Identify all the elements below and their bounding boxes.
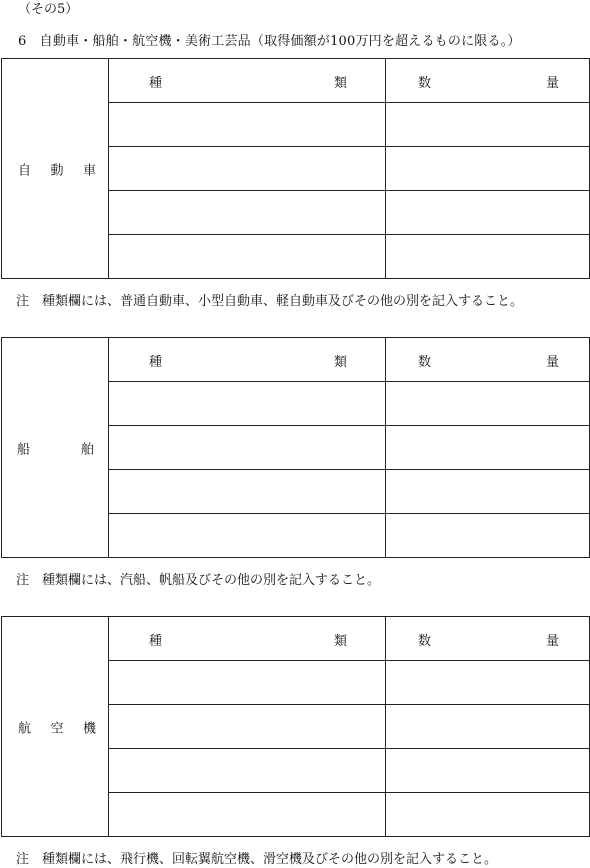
kind-header: 種 類 [109, 617, 386, 661]
category-label: 航 空 機 [18, 721, 96, 736]
kind-input-cell[interactable] [109, 705, 386, 749]
quantity-header: 数 量 [386, 59, 590, 103]
kind-header: 種 類 [109, 59, 386, 103]
category-cell-aircraft [2, 617, 109, 837]
quantity-input-cell[interactable] [386, 514, 590, 558]
quantity-header: 数 量 [386, 617, 590, 661]
kind-input-cell[interactable] [109, 191, 386, 235]
quantity-input-cell[interactable] [386, 103, 590, 147]
kind-input-cell[interactable] [109, 470, 386, 514]
quantity-input-cell[interactable] [386, 705, 590, 749]
quantity-header: 数 量 [386, 338, 590, 382]
quantity-input-cell[interactable] [386, 661, 590, 705]
kind-input-cell[interactable] [109, 661, 386, 705]
category-label: 自 動 車 [18, 163, 96, 178]
kind-input-cell[interactable] [109, 426, 386, 470]
note-vehicle: 注 種類欄には、普通自動車、小型自動車、軽自動車及びその他の別を記入すること。 [16, 294, 524, 309]
ship-table [1, 337, 590, 558]
kind-input-cell[interactable] [109, 514, 386, 558]
kind-input-cell[interactable] [109, 749, 386, 793]
note-ship: 注 種類欄には、汽船、帆船及びその他の別を記入すること。 [16, 573, 381, 588]
quantity-input-cell[interactable] [386, 147, 590, 191]
quantity-input-cell[interactable] [386, 426, 590, 470]
category-label: 船 舶 [17, 442, 94, 457]
category-cell-ship [2, 338, 109, 558]
section-title: 6 自動車・船舶・航空機・美術工芸品（取得価額が100万円を超えるものに限る。） [18, 34, 521, 49]
quantity-input-cell[interactable] [386, 749, 590, 793]
quantity-input-cell[interactable] [386, 235, 590, 279]
kind-input-cell[interactable] [109, 147, 386, 191]
category-cell-vehicle [2, 59, 109, 279]
quantity-input-cell[interactable] [386, 382, 590, 426]
quantity-input-cell[interactable] [386, 191, 590, 235]
page-label: （その5） [18, 2, 79, 17]
aircraft-table [1, 616, 590, 837]
kind-input-cell[interactable] [109, 235, 386, 279]
kind-input-cell[interactable] [109, 382, 386, 426]
kind-header: 種 類 [109, 338, 386, 382]
quantity-input-cell[interactable] [386, 470, 590, 514]
note-aircraft: 注 種類欄には、飛行機、回転翼航空機、滑空機及びその他の別を記入すること。 [16, 852, 498, 867]
kind-input-cell[interactable] [109, 793, 386, 837]
vehicle-table [1, 58, 590, 279]
kind-input-cell[interactable] [109, 103, 386, 147]
quantity-input-cell[interactable] [386, 793, 590, 837]
